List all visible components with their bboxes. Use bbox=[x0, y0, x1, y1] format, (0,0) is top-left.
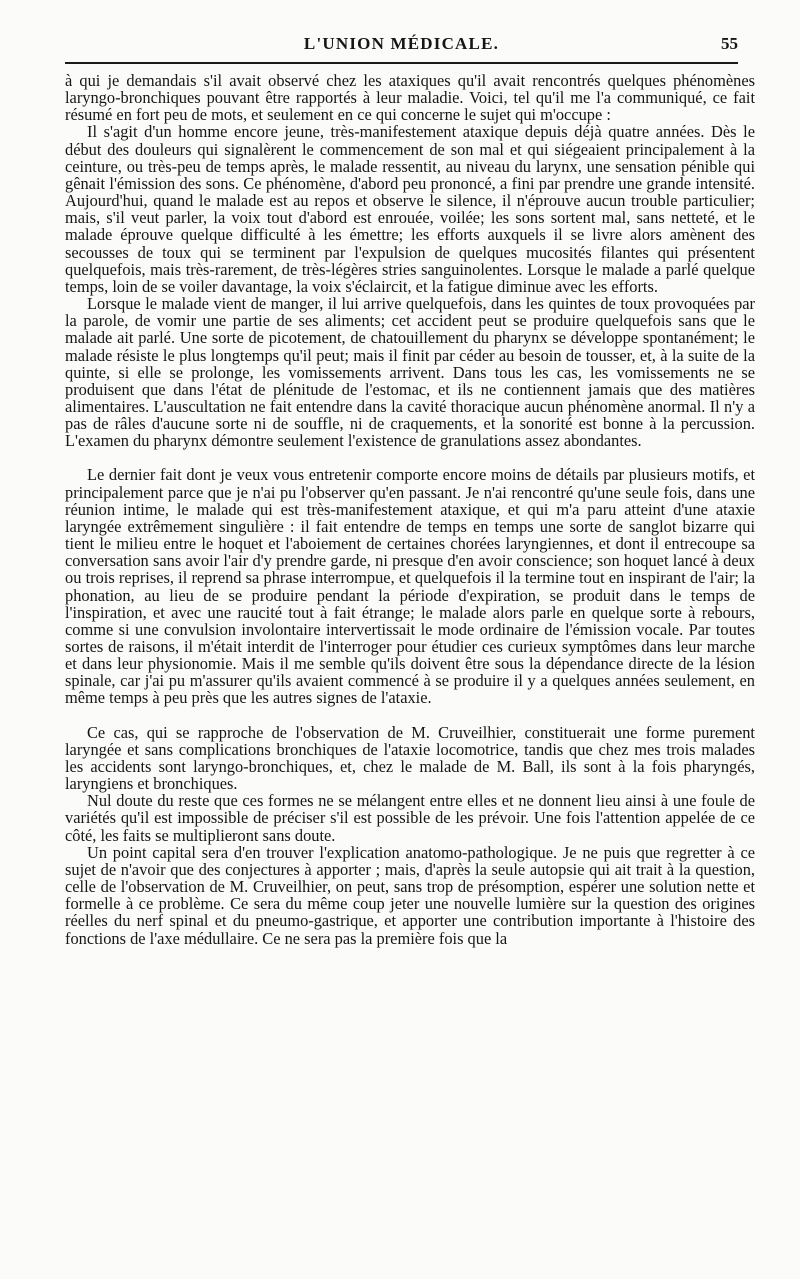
paragraph-last-case: Le dernier fait dont je veux vous entretenir comporte encore moins de détails par plusieurs motifs, et principalement parce que je n'ai pu l'observer qu'en passant. Je n'ai rencontré qu'une seule fois, dans une réunion intime, le malade qui est très-manifestement ataxique, et qui m'a paru atteint d'une ataxie laryngée extrêmement singulière : il fait entendre de temps en temps une sorte de sanglot bizarre qui tient le milieu entre le hoquet et l'aboiement de certaines chorées laryngiennes, et dont il entrecoupe sa conversation sans avoir l'air d'y prendre garde, ni presque d'en avoir conscience; son hoquet lancé à deux ou trois reprises, il reprend sa phrase interrompue, et quelquefois il la termine tout en inspirant de l'air; la phonation, au lieu de se produire pendant la période d'expiration, se produit dans le temps de l'inspiration, et avec une raucité tout à fait étrange; le malade alors parle en quelque sorte à rebours, comme si une convulsion involontaire intervertissait le mode ordinaire de l'émission vocale. Par toutes sortes de raisons, il m'était interdit de l'interroger pour étudier ces curieux symptômes dans leur marche et dans leur physionomie. Mais il me semble qu'ils doivent être sous la dépendance directe de la lésion spinale, car j'ai pu m'assurer qu'ils avaient commencé à se produire il y a quelques années seulement, en même temps à peu près que les autres signes de l'ataxie. bbox=[65, 465, 755, 708]
article-body bbox=[65, 72, 755, 947]
paragraph-vomiting: Lorsque le malade vient de manger, il lui arrive quelquefois, dans les quintes de toux provoquées par la parole, de vomir une partie de ses aliments; cet accident peut se produire quelquefois sans que le malade ait parlé. Une sorte de picotement, de chatouillement du pharynx se développe spontanément; le malade résiste le plus longtemps qu'il peut; mais il finit par céder au besoin de tousser, et, à la suite de la quinte, si elle se prolonge, les vomissements arrivent. Dans tous les cas, les vomissements ne se produisent que dans l'état de plénitude de l'estomac, et ils ne contiennent jamais que des matières alimentaires. L'auscultation ne fait entendre dans la cavité thoracique aucun phénomène anormal. Il n'y a pas de râles d'aucune sorte ni de souffle, ni de craquements, et la sonorité est bonne à la percussion. L'examen du pharynx démontre seulement l'existence de granulations assez abondantes. bbox=[65, 294, 755, 451]
paragraph-comparison: Ce cas, qui se rapproche de l'observation de M. Cruveilhier, constituerait une forme purement laryngée et sans complications bronchiques de l'ataxie locomotrice, tandis que chez mes trois malades les accidents sont laryngo-bronchiques, et, chez le malade de M. Ball, ils sont à la fois pharyngés, laryngiens et bronchiques. bbox=[65, 722, 755, 794]
paragraph-pathology: Un point capital sera d'en trouver l'explication anatomo-pathologique. Je ne puis que regretter à ce sujet de n'avoir que des conjectures à apporter ; mais, d'après la seule autopsie qui ait trait à la question, celle de l'observation de M. Cruveilhier, on peut, sans trop de présomption, espérer une solution nette et formelle à ce problème. Ce sera du même coup jeter une nouvelle lumière sur la question des origines réelles du nerf spinal et du pneumo-gastrique, et apporter une contribution importante à l'histoire des fonctions de l'axe médullaire. Ce ne sera pas la première fois que la bbox=[65, 842, 755, 948]
running-header bbox=[65, 28, 738, 60]
paragraph-varieties: Nul doute du reste que ces formes ne se mélangent entre elles et ne donnent lieu ainsi à une foule de variétés qu'il est impossible de préciser s'il est possible de les prévoir. Une fois l'attention appelée de ce côté, les faits se multiplieront sans doute. bbox=[65, 791, 755, 845]
paragraph-case-description: Il s'agit d'un homme encore jeune, très-manifestement ataxique depuis déjà quatre années. Dès le début des douleurs qui signalèrent le commencement de son mal et qui siégeaient principalement à la ceinture, ou très-peu de temps après, le malade ressentit, au niveau du larynx, une sensation pénible qui gênait l'émission des sons. Ce phénomène, d'abord peu prononcé, a fini par prendre une grande intensité. Aujourd'hui, quand le malade est au repos et observe le silence, il n'éprouve aucun trouble particulier; mais, s'il veut parler, la voix tout d'abord est enrouée, voilée; les sons sortent mal, sans netteté, et le malade éprouve quelque difficulté à les émettre; les efforts auxquels il se livre alors amènent des secousses de toux qui se terminent par l'expulsion de quelques mucosités filantes qui présentent quelquefois, mais très-rarement, de très-légères stries sanguinolentes. Lorsque le malade a parlé quelque temps, loin de se voiler davantage, la voix s'éclaircit, et la fatigue diminue avec les efforts. bbox=[65, 122, 755, 296]
page-number: 55 bbox=[721, 34, 738, 53]
header-rule bbox=[65, 62, 738, 64]
journal-title: L'UNION MÉDICALE. bbox=[303, 34, 500, 53]
paragraph-continuation: à qui je demandais s'il avait observé chez les ataxiques qu'il avait rencontrés quelques phénomènes laryngo-bronchiques pouvant être rapportés à leur maladie. Voici, tel qu'il me l'a communiqué, ce fait résumé en fort peu de mots, et seulement en ce qui concerne le sujet qui m'occupe : bbox=[65, 71, 755, 125]
